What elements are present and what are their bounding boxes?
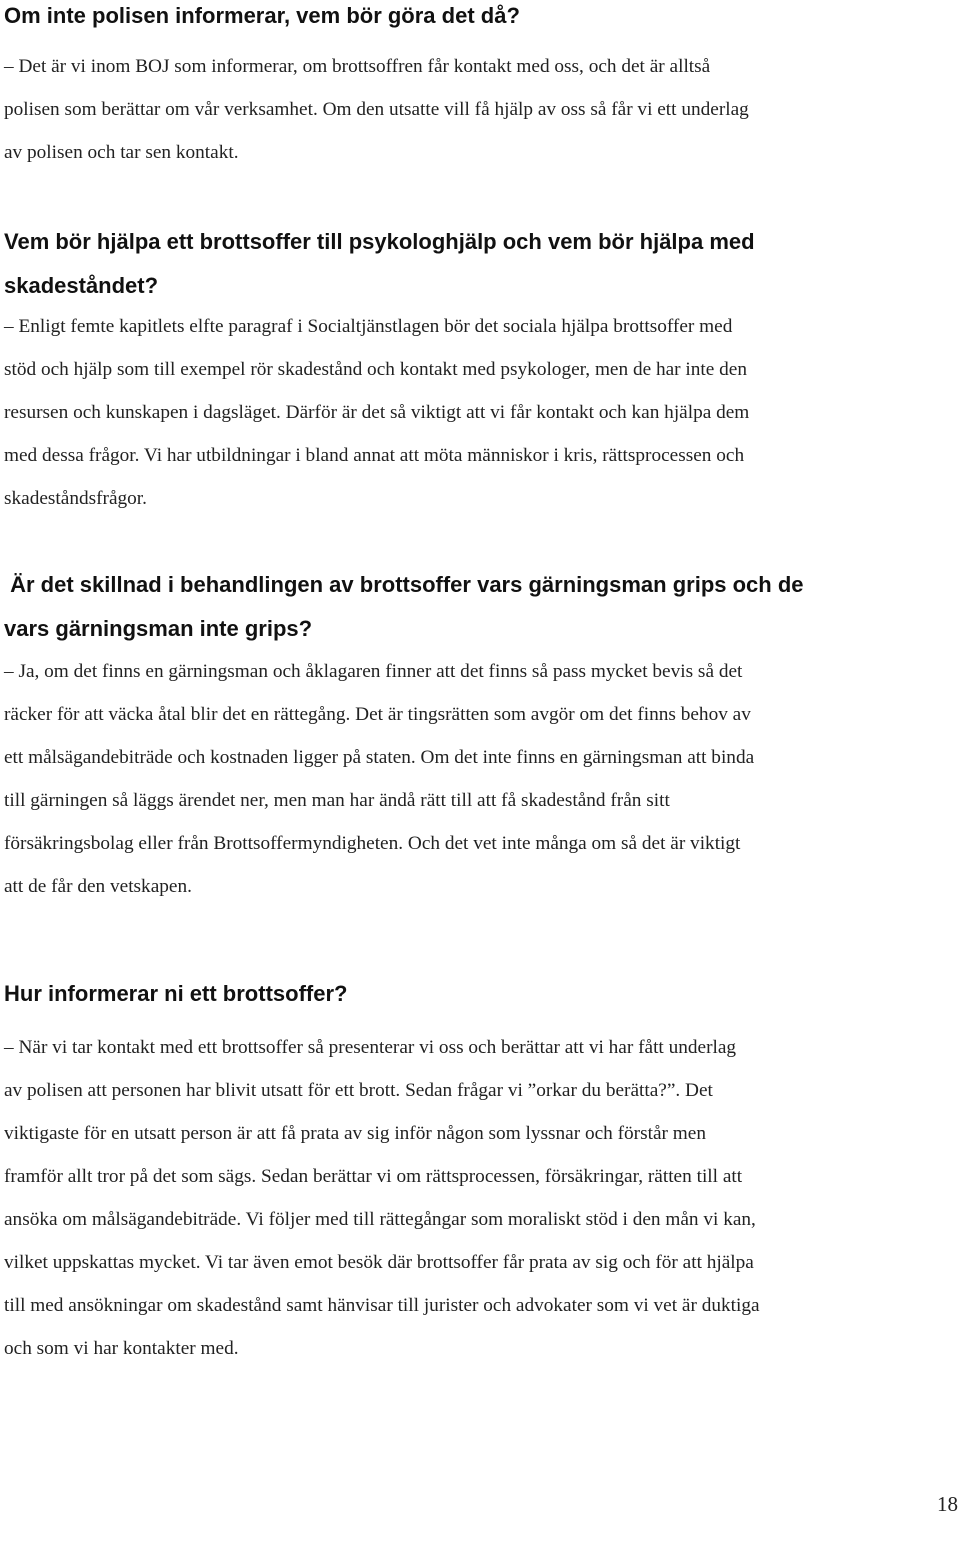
- paragraph-police-inform: – Det är vi inom BOJ som informerar, om brottsoffren får kontakt med oss, och det är alltså polisen som berättar om vår verksamhet. Om den utsatte vill få hjälp av oss så får vi ett underlag av polisen och tar sen kontakt.: [4, 56, 749, 163]
- page-number: 18: [937, 1492, 958, 1516]
- paragraph-psychology-help: – Enligt femte kapitlets elfte paragraf i Socialtjänstlagen bör det sociala hjälpa brottsoffer med stöd och hjälp som till exempel rör skadestånd och kontakt med psykologer, men de har inte den resursen och kunskapen i dagsläget. Därför är det så viktigt att vi får kontakt och kan hjälpa dem med dessa frågor. Vi har utbildningar i bland annat att möta människor i kris, rättsprocessen och skadeståndsfrågor.: [4, 316, 750, 509]
- paragraph-treatment-difference: – Ja, om det finns en gärningsman och åklagaren finner att det finns så pass mycket bevis så det räcker för att väcka åtal blir det en rättegång. Det är tingsrätten som avgör om det finns behov av ett målsägandebiträde och kostnaden ligger på staten. Om det inte finns en gärningsman att binda till gärningen så läggs ärendet ner, men man har ändå rätt till att få skadestånd från sitt försäkringsbolag eller från Brottsoffermyndigheten. Och det vet inte många om så det är viktigt att de får den vetskapen.: [4, 661, 755, 897]
- paragraph-how-inform: – När vi tar kontakt med ett brottsoffer så presenterar vi oss och berättar att vi har fått underlag av polisen att personen har blivit utsatt för ett brott. Sedan frågar vi ”orkar du berätta?”. Det viktigaste för en utsatt person är att få prata av sig inför någon som lyssnar och förstår men framför allt tror på det som sägs. Sedan berättar vi om rättsprocessen, försäkringar, rätten till att ansöka om målsägandebiträde. Vi följer med till rättegångar som moraliskt stöd i den mån vi kan, vilket uppskattas mycket. Vi tar även emot besök där brottsoffer får prata av sig och för att hjälpa till med ansökningar om skadestånd samt hänvisar till jurister och advokater som vi vet är duktiga och som vi har kontakter med.: [4, 1037, 760, 1359]
- heading-psychology-help: Vem bör hjälpa ett brottsoffer till psykologhjälp och vem bör hjälpa med skadeståndet?: [4, 229, 755, 298]
- heading-how-inform: Hur informerar ni ett brottsoffer?: [4, 981, 348, 1006]
- heading-treatment-difference: Är det skillnad i behandlingen av brottsoffer vars gärningsman grips och de vars gärningsman inte grips?: [4, 572, 804, 641]
- heading-police-inform: Om inte polisen informerar, vem bör göra det då?: [4, 3, 520, 28]
